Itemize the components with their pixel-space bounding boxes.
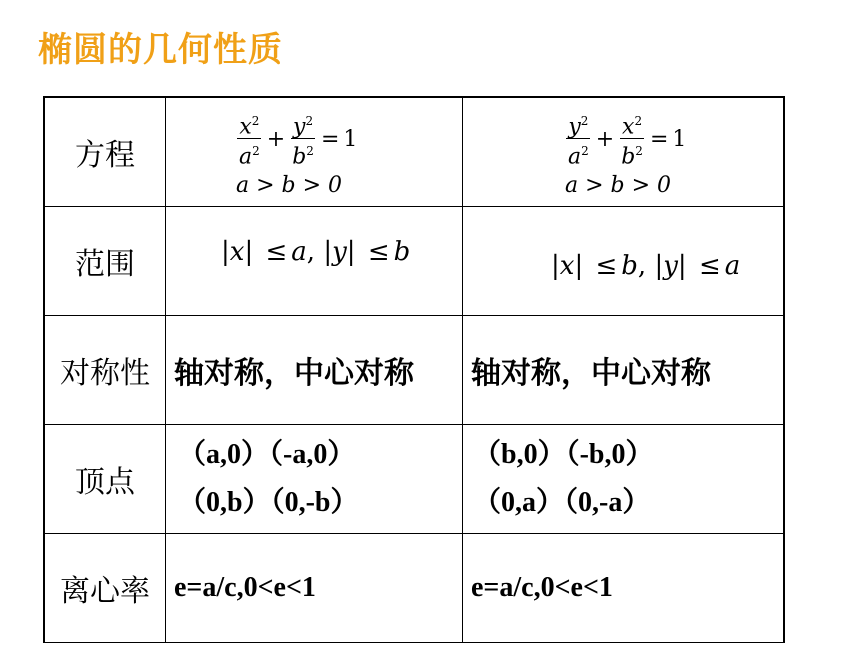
symmetry-cell-2: 轴对称，中心对称: [463, 316, 785, 425]
range-cell-1: |x| ≤ a, |y| ≤ b: [166, 207, 463, 316]
table-row: [44, 97, 784, 207]
row-label-eccentricity: 离心率: [44, 534, 166, 643]
table-row: [44, 207, 784, 316]
condition: a > b > 0: [236, 172, 343, 198]
vertices-cell-1: （a,0）（-a,0） （0,b）（0,-b）: [166, 425, 463, 534]
condition: a > b > 0: [565, 172, 672, 198]
row-label-range: 范围: [44, 207, 166, 316]
eccentricity-cell-1: e=a/c,0<e<1: [166, 534, 463, 643]
symmetry-cell-1: 轴对称，中心对称: [166, 316, 463, 425]
row-label-equation: 方程: [44, 97, 166, 207]
table-row: [44, 534, 784, 643]
equation-cell-1: $\frac{x^2}{a^2}$ + $\frac{y^2}{b^2}$ = 1 a > b > 0: [166, 97, 463, 207]
range-cell-2: |x| ≤ b, |y| ≤ a: [463, 207, 785, 316]
page-title: 椭圆的几何性质: [38, 30, 283, 70]
row-label-vertices: 顶点: [44, 425, 166, 534]
row-label-symmetry: 对称性: [44, 316, 166, 425]
equation-cell-2: $\frac{y^2}{a^2}$ + $\frac{x^2}{b^2}$ = 1 a > b > 0: [463, 97, 785, 207]
eccentricity-cell-2: e=a/c,0<e<1: [463, 534, 785, 643]
table-row: [44, 425, 784, 534]
table-row: [44, 316, 784, 425]
vertices-cell-2: （b,0）（-b,0） （0,a）（0,-a）: [463, 425, 785, 534]
properties-table: [43, 96, 785, 643]
